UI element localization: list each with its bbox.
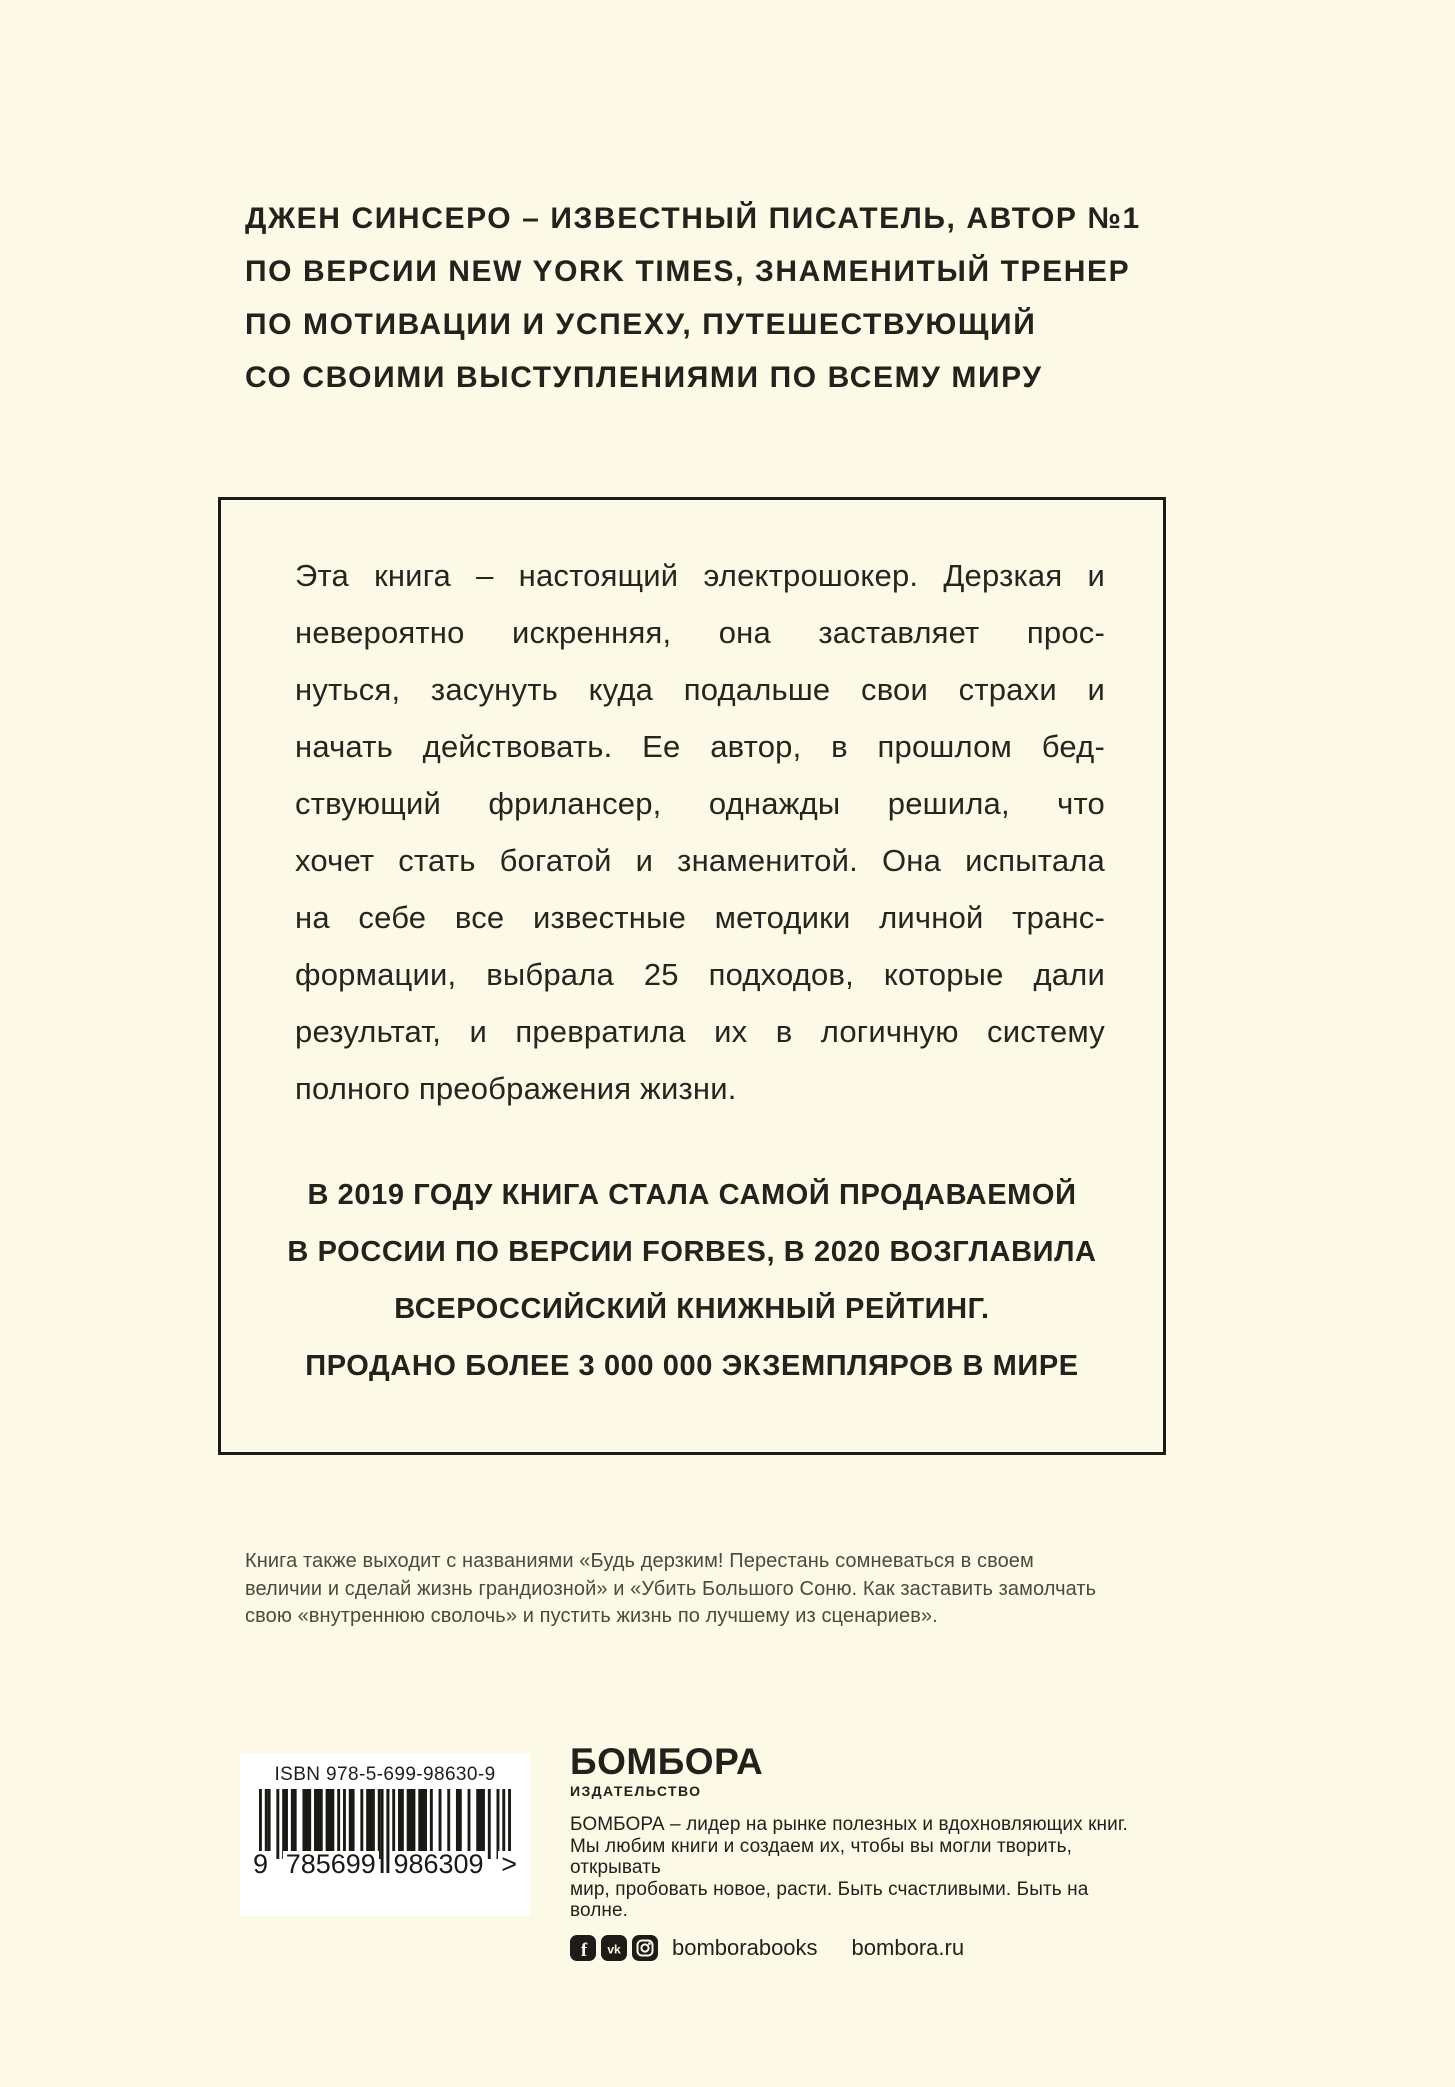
publisher-description-line: Мы любим книги и создаем их, чтобы вы могли творить, открывать — [570, 1835, 1072, 1878]
annotation-box — [218, 497, 1166, 1455]
publisher-subtitle: ИЗДАТЕЛЬСТВО — [570, 1783, 702, 1799]
isbn-label: ISBN 978-5-699-98630-9 — [274, 1764, 496, 1785]
paragraph-line: хочет стать богатой и знаменитой. Она испытала — [295, 843, 1105, 878]
sales-statement — [221, 1167, 1163, 1395]
sales-line: В 2019 ГОДУ КНИГА СТАЛА САМОЙ ПРОДАВАЕМОЙ — [307, 1179, 1077, 1211]
barcode-suffix: > — [498, 1851, 520, 1878]
barcode-digits — [240, 1851, 530, 1878]
author-intro — [245, 192, 1165, 404]
instagram-icon — [632, 1935, 658, 1961]
publisher-block — [570, 1742, 1150, 1961]
sales-line: ВСЕРОССИЙСКИЙ КНИЖНЫЙ РЕЙТИНГ. — [394, 1293, 990, 1325]
sales-line: В РОССИИ ПО ВЕРСИИ FORBES, В 2020 ВОЗГЛАВИЛА — [287, 1236, 1097, 1268]
paragraph-line: Эта книга – настоящий электрошокер. Дерзкая и — [295, 558, 1105, 593]
paragraph-line: полного преображения жизни. — [295, 1071, 737, 1106]
social-row — [570, 1935, 1150, 1961]
barcode-digit-group: 785699 — [283, 1851, 379, 1878]
publisher-description-line: БОМБОРА – лидер на рынке полезных и вдохновляющих книг. — [570, 1814, 1128, 1835]
facebook-icon — [570, 1935, 596, 1961]
edition-note-line: величии и сделай жизнь грандиозной» и «Убить Большого Соню. Как заставить замолчать — [245, 1577, 1097, 1600]
svg-text:f: f — [580, 1939, 588, 1961]
svg-text:vk: vk — [607, 1942, 621, 1956]
sales-line: ПРОДАНО БОЛЕЕ 3 000 000 ЭКЗЕМПЛЯРОВ В МИРЕ — [305, 1350, 1079, 1382]
author-intro-line: ПО МОТИВАЦИИ И УСПЕХУ, ПУТЕШЕСТВУЮЩИЙ — [245, 308, 1037, 341]
barcode-digit-group: 986309 — [390, 1851, 486, 1878]
paragraph-line: результат, и превратила их в логичную систему — [295, 1014, 1105, 1049]
paragraph-line: невероятно искренняя, она заставляет прос- — [295, 615, 1105, 650]
barcode-digit-group: 9 — [250, 1851, 271, 1878]
vk-icon — [601, 1935, 627, 1961]
paragraph-line: нуться, засунуть куда подальше свои страхи и — [295, 672, 1105, 707]
publisher-logo: БОМБОРА — [570, 1741, 764, 1782]
publisher-description-line: мир, пробовать новое, расти. Быть счастливыми. Быть на волне. — [570, 1878, 1089, 1921]
author-intro-line: СО СВОИМИ ВЫСТУПЛЕНИЯМИ ПО ВСЕМУ МИРУ — [245, 361, 1043, 394]
publisher-description — [570, 1814, 1150, 1922]
barcode-panel — [240, 1753, 530, 1916]
website-link: bombora.ru — [851, 1934, 965, 1960]
paragraph-line: начать действовать. Ее автор, в прошлом бед- — [295, 729, 1105, 764]
author-intro-line: ПО ВЕРСИИ NEW YORK TIMES, ЗНАМЕНИТЫЙ ТРЕНЕР — [245, 255, 1131, 288]
paragraph-line: ствующий фрилансер, однажды решила, что — [295, 786, 1105, 821]
social-handle: bomborabooks — [672, 1934, 818, 1960]
paragraph-line: на себе все известные методики личной транс- — [295, 900, 1105, 935]
annotation-paragraph — [295, 547, 1105, 1117]
edition-note-line: Книга также выходит с названиями «Будь дерзким! Перестань сомневаться в своем — [245, 1550, 1034, 1572]
paragraph-line: формации, выбрала 25 подходов, которые дали — [295, 957, 1105, 992]
author-intro-line: ДЖЕН СИНСЕРО – ИЗВЕСТНЫЙ ПИСАТЕЛЬ, АВТОР №1 — [245, 202, 1141, 235]
edition-note-line: свою «внутреннюю сволочь» и пустить жизнь по лучшему из сценариев». — [245, 1605, 938, 1627]
edition-note — [245, 1548, 1145, 1631]
